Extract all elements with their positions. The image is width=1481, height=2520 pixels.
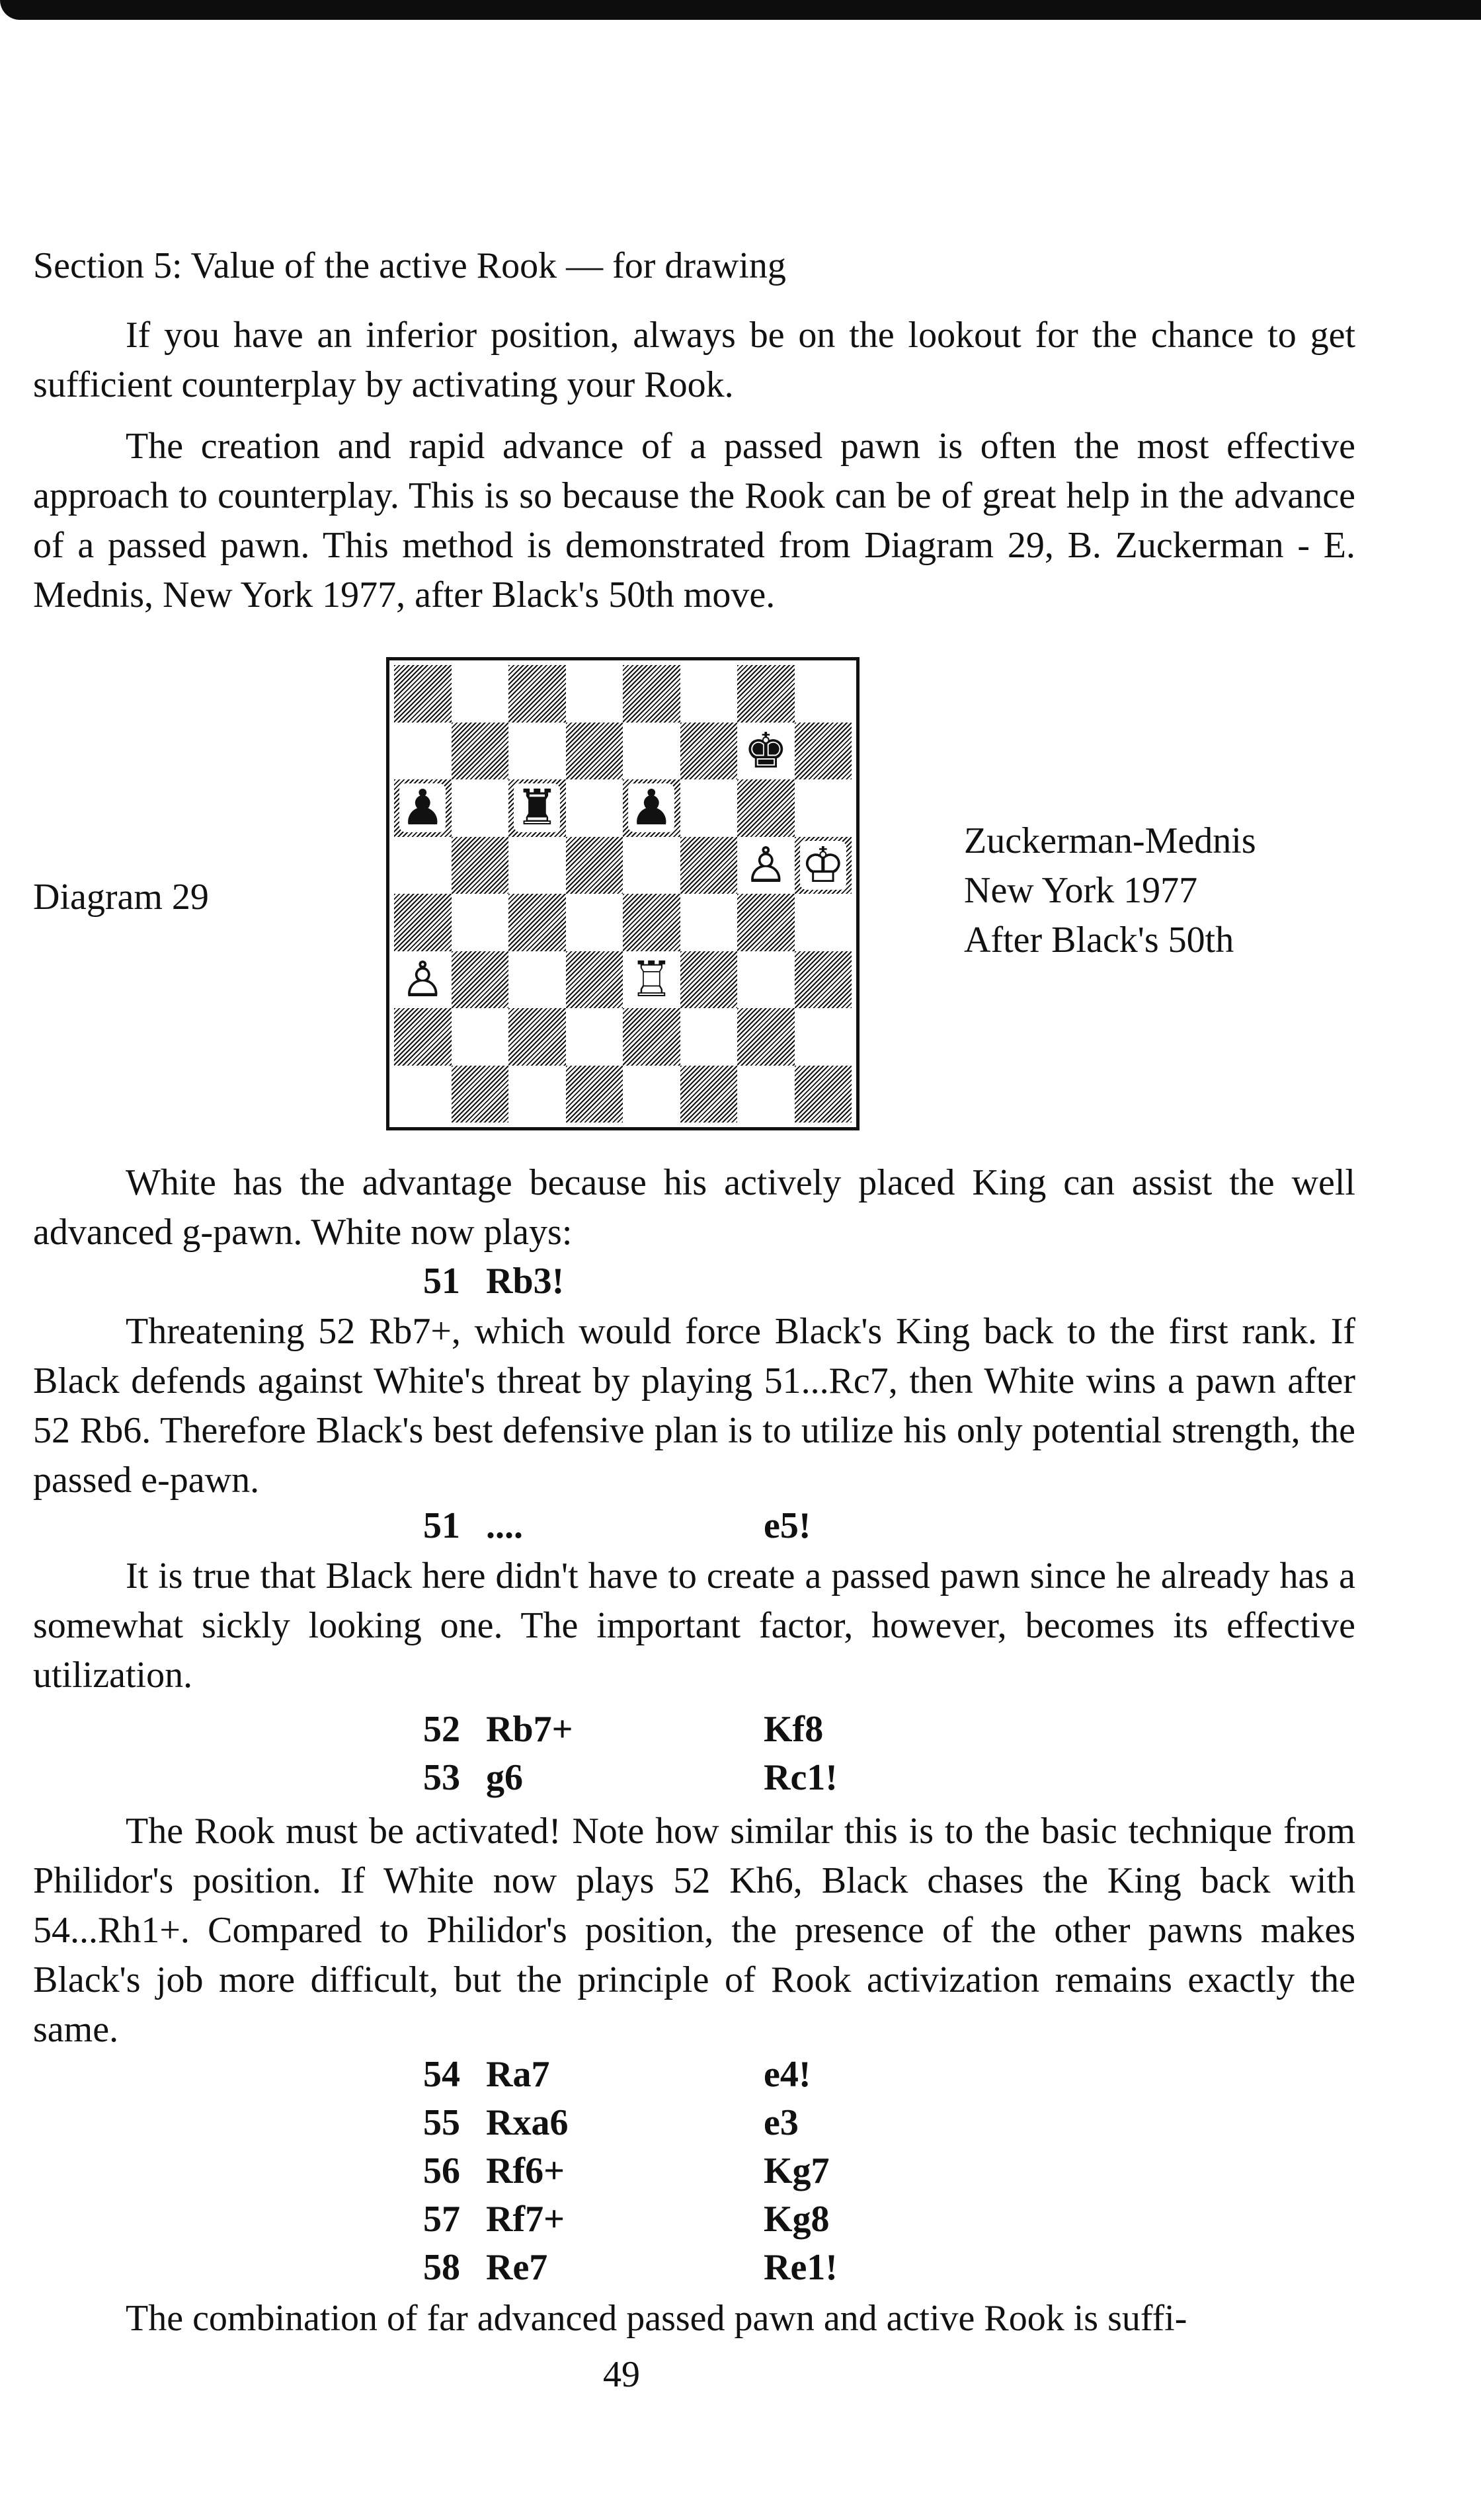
board-square-h8 bbox=[795, 665, 852, 723]
white-move: Ra7 bbox=[486, 2054, 550, 2095]
board-square-c5 bbox=[508, 837, 566, 894]
black-move: Kg7 bbox=[764, 2150, 830, 2191]
black-pawn-icon: ♟ bbox=[401, 779, 445, 837]
white-pawn-icon: ♙ bbox=[744, 836, 788, 894]
intro-block bbox=[33, 311, 1355, 620]
paragraph-7-block bbox=[33, 2294, 1355, 2343]
diagram-label: Diagram 29 bbox=[33, 877, 209, 918]
move-number: 52 bbox=[423, 1709, 460, 1750]
white-move: Rf7+ bbox=[486, 2199, 565, 2240]
chess-board bbox=[386, 657, 860, 1130]
board-square-e4 bbox=[623, 894, 680, 951]
board-square-g6 bbox=[737, 779, 795, 837]
caption-line: New York 1977 bbox=[964, 870, 1198, 911]
board-square-c7 bbox=[508, 723, 566, 780]
moves-group-2 bbox=[423, 2051, 962, 2292]
move-row bbox=[423, 2099, 962, 2147]
move-row bbox=[423, 2051, 962, 2099]
move-row bbox=[423, 1502, 962, 1550]
paragraph-6: The Rook must be activated! Note how similar this is to the basic technique from Philidor's position. If White now plays 52 Kh6, Black chases the King back with 54...Rh1+. Compared to Philidor's position, the presence of the other pawns makes Black's job more difficult, but the principle of Rook activization remains exactly the same. bbox=[33, 1811, 1355, 2050]
board-square-f5 bbox=[680, 837, 738, 894]
white-pawn-icon: ♙ bbox=[401, 951, 445, 1008]
paragraph-5: It is true that Black here didn't have to create a passed pawn since he already has a somewhat sickly looking one. The important factor, however, becomes its effective utilization. bbox=[33, 1555, 1355, 1696]
board-square-a7 bbox=[394, 723, 452, 780]
move-number: 58 bbox=[423, 2247, 460, 2288]
white-move: Rxa6 bbox=[486, 2102, 569, 2143]
white-move: Rf6+ bbox=[486, 2150, 565, 2191]
board-square-b4 bbox=[452, 894, 509, 951]
board-square-a6 bbox=[394, 779, 452, 837]
board-square-a8 bbox=[394, 665, 452, 723]
board-square-e1 bbox=[623, 1066, 680, 1123]
diagram-caption bbox=[964, 816, 1256, 965]
paragraph-4: Threatening 52 Rb7+, which would force Black's King back to the first rank. If Black defends against White's threat by playing 51...Rc7, then White wins a pawn after 52 Rb6. Therefore Black's best defensive plan is to utilize his only potential strength, the passed e-pawn. bbox=[33, 1311, 1355, 1501]
page-number: 49 bbox=[603, 2354, 640, 2395]
white-king-icon: ♔ bbox=[801, 836, 845, 894]
board-square-f1 bbox=[680, 1066, 738, 1123]
paragraph-6-block bbox=[33, 1807, 1355, 2055]
paragraph-2: The creation and rapid advance of a passed pawn is often the most effective approach to counterplay. This is so because the Rook can be of great help in the advance of a passed pawn. This method is demonstrated from Diagram 29, B. Zuckerman - E. Mednis, New York 1977, after Black's 50th move. bbox=[33, 426, 1355, 615]
paragraph-1: If you have an inferior position, always be on the lookout for the chance to get sufficient counterplay by activating your Rook. bbox=[33, 315, 1355, 405]
caption-line: Zuckerman-Mednis bbox=[964, 820, 1256, 861]
board-square-f8 bbox=[680, 665, 738, 723]
board-square-g3 bbox=[737, 951, 795, 1009]
board-square-c8 bbox=[508, 665, 566, 723]
board-square-b8 bbox=[452, 665, 509, 723]
board-square-c2 bbox=[508, 1008, 566, 1066]
paragraph-7: The combination of far advanced passed pawn and active Rook is suffi- bbox=[126, 2298, 1187, 2339]
board-square-c6 bbox=[508, 779, 566, 837]
board-square-d8 bbox=[566, 665, 623, 723]
move-row bbox=[423, 1257, 764, 1306]
board-square-b5 bbox=[452, 837, 509, 894]
move-number: 56 bbox=[423, 2150, 460, 2191]
board-square-h1 bbox=[795, 1066, 852, 1123]
board-square-f3 bbox=[680, 951, 738, 1009]
board-grid bbox=[394, 665, 852, 1122]
black-move: Re1! bbox=[764, 2247, 838, 2288]
board-square-h6 bbox=[795, 779, 852, 837]
board-square-f2 bbox=[680, 1008, 738, 1066]
move-number: 57 bbox=[423, 2199, 460, 2240]
board-square-h4 bbox=[795, 894, 852, 951]
paragraph-4-block bbox=[33, 1307, 1355, 1505]
move-number: 51 bbox=[423, 1505, 460, 1546]
board-square-h7 bbox=[795, 723, 852, 780]
board-square-b7 bbox=[452, 723, 509, 780]
board-square-h5 bbox=[795, 837, 852, 894]
board-square-a2 bbox=[394, 1008, 452, 1066]
board-square-a3 bbox=[394, 951, 452, 1009]
move-row bbox=[423, 2244, 962, 2292]
move-number: 55 bbox=[423, 2102, 460, 2143]
board-square-g1 bbox=[737, 1066, 795, 1123]
black-king-icon: ♚ bbox=[744, 722, 788, 779]
board-square-g7 bbox=[737, 723, 795, 780]
board-square-d1 bbox=[566, 1066, 623, 1123]
move-number: 53 bbox=[423, 1757, 460, 1798]
white-move: Re7 bbox=[486, 2247, 548, 2288]
paragraph-3: White has the advantage because his actively placed King can assist the well advanced g-pawn. White now plays: bbox=[33, 1162, 1355, 1253]
board-square-h3 bbox=[795, 951, 852, 1009]
moves-group-1 bbox=[423, 1706, 962, 1802]
board-square-d6 bbox=[566, 779, 623, 837]
board-square-e3 bbox=[623, 951, 680, 1009]
board-square-b2 bbox=[452, 1008, 509, 1066]
white-move: Rb3! bbox=[486, 1261, 565, 1302]
board-square-g2 bbox=[737, 1008, 795, 1066]
board-square-b1 bbox=[452, 1066, 509, 1123]
caption-line: After Black's 50th bbox=[964, 920, 1234, 961]
board-square-e7 bbox=[623, 723, 680, 780]
black-move: e3 bbox=[764, 2102, 799, 2143]
board-square-g4 bbox=[737, 894, 795, 951]
board-square-d4 bbox=[566, 894, 623, 951]
board-square-b6 bbox=[452, 779, 509, 837]
move-row bbox=[423, 1754, 962, 1802]
move-row bbox=[423, 1706, 962, 1754]
board-square-f6 bbox=[680, 779, 738, 837]
board-square-c1 bbox=[508, 1066, 566, 1123]
white-move: .... bbox=[486, 1505, 523, 1546]
board-square-a1 bbox=[394, 1066, 452, 1123]
move-number: 54 bbox=[423, 2054, 460, 2095]
paragraph-5-block bbox=[33, 1552, 1355, 1700]
board-square-f7 bbox=[680, 723, 738, 780]
white-rook-icon: ♖ bbox=[629, 951, 674, 1008]
board-square-h2 bbox=[795, 1008, 852, 1066]
move-row bbox=[423, 2195, 962, 2244]
board-square-d7 bbox=[566, 723, 623, 780]
black-pawn-icon: ♟ bbox=[629, 779, 674, 837]
move-51-black bbox=[423, 1502, 962, 1550]
board-square-d3 bbox=[566, 951, 623, 1009]
page-edge bbox=[0, 0, 1481, 20]
board-square-e5 bbox=[623, 837, 680, 894]
board-square-d2 bbox=[566, 1008, 623, 1066]
board-square-a5 bbox=[394, 837, 452, 894]
black-move: Rc1! bbox=[764, 1757, 838, 1798]
board-square-e2 bbox=[623, 1008, 680, 1066]
board-square-a4 bbox=[394, 894, 452, 951]
paragraph-3-block bbox=[33, 1158, 1355, 1257]
move-51 bbox=[423, 1257, 764, 1306]
black-move: e4! bbox=[764, 2054, 811, 2095]
board-square-f4 bbox=[680, 894, 738, 951]
white-move: g6 bbox=[486, 1757, 523, 1798]
move-row bbox=[423, 2147, 962, 2195]
white-move: Rb7+ bbox=[486, 1709, 573, 1750]
section-heading: Section 5: Value of the active Rook — for drawing bbox=[33, 245, 786, 286]
board-square-g5 bbox=[737, 837, 795, 894]
black-move: Kg8 bbox=[764, 2199, 830, 2240]
board-square-b3 bbox=[452, 951, 509, 1009]
board-square-d5 bbox=[566, 837, 623, 894]
black-move: Kf8 bbox=[764, 1709, 824, 1750]
board-square-c3 bbox=[508, 951, 566, 1009]
board-square-c4 bbox=[508, 894, 566, 951]
board-square-e6 bbox=[623, 779, 680, 837]
board-square-g8 bbox=[737, 665, 795, 723]
black-move: e5! bbox=[764, 1505, 811, 1546]
move-number: 51 bbox=[423, 1261, 460, 1302]
board-square-e8 bbox=[623, 665, 680, 723]
black-rook-icon: ♜ bbox=[515, 779, 559, 837]
